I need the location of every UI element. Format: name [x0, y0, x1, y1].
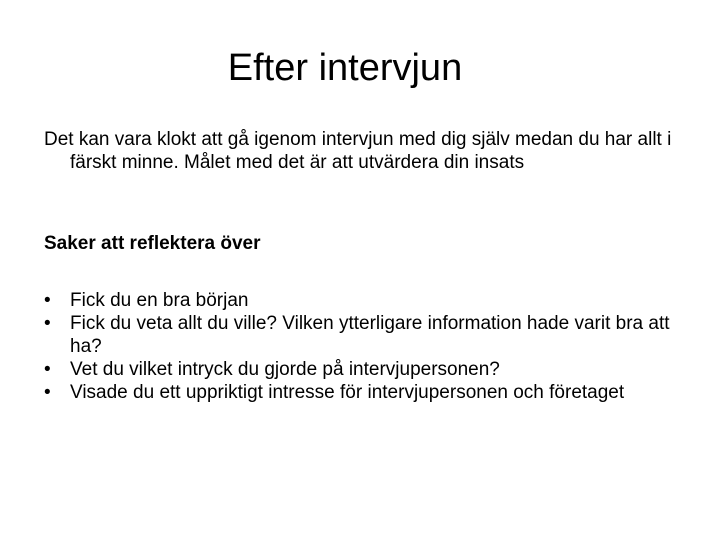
- list-item-text: Fick du en bra början: [70, 290, 249, 311]
- bullet-icon: •: [44, 290, 51, 311]
- bullet-icon: •: [44, 382, 51, 403]
- list-item: [44, 381, 684, 404]
- bullet-icon: •: [44, 359, 51, 380]
- list-item: [44, 289, 684, 312]
- list-item: [44, 358, 684, 381]
- list-item-text: Visade du ett uppriktigt intresse för intervjupersonen och företaget: [70, 382, 625, 403]
- list-item-text: Vet du vilket intryck du gjorde på intervjupersonen?: [70, 359, 500, 380]
- reflection-list: [44, 289, 684, 404]
- bullet-icon: •: [44, 313, 51, 334]
- slide-title: Efter intervjun: [227, 47, 463, 89]
- reflection-heading: Saker att reflektera över: [44, 233, 261, 254]
- intro-paragraph: Det kan vara klokt att gå igenom intervjun med dig själv medan du har allt i färskt minne. Målet med det är att utvärdera din insats: [44, 129, 672, 173]
- list-item: [44, 312, 684, 358]
- list-item-text: Fick du veta allt du ville? Vilken ytterligare information hade varit bra att ha?: [70, 313, 670, 357]
